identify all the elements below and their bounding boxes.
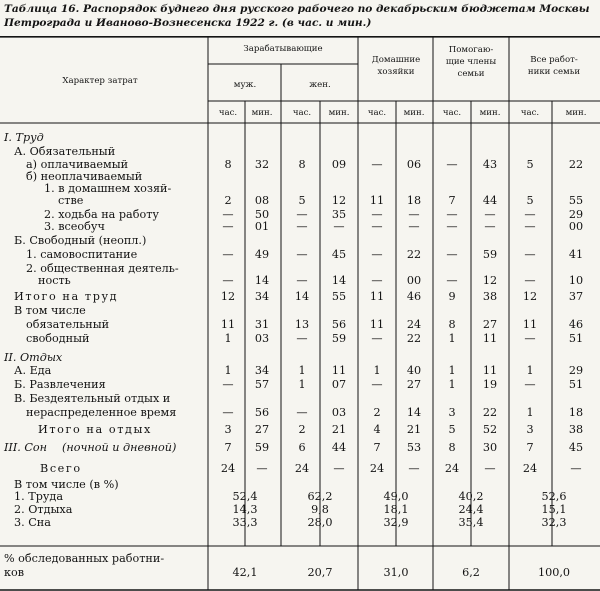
table-row xyxy=(38,423,583,436)
table-cell: 11 xyxy=(369,194,385,207)
table-cell: 14 xyxy=(254,274,270,287)
row-label: А. Еда xyxy=(14,364,52,377)
row-label: 1. самовоспитание xyxy=(26,248,138,261)
row-label: III. Сон xyxy=(4,441,48,454)
footer-label: % обследованных работни- xyxy=(4,552,165,565)
table-cell: 29 xyxy=(568,208,584,221)
table-row xyxy=(14,503,566,516)
table-row xyxy=(40,462,582,475)
table-cell: 44 xyxy=(331,441,347,454)
budget-table xyxy=(0,36,600,591)
percent-cell: 15,1 xyxy=(541,503,567,516)
table-row xyxy=(14,145,115,158)
table-cell: 1 xyxy=(298,378,306,391)
table-row xyxy=(58,194,583,207)
table-cell: 8 xyxy=(298,158,306,171)
table-row xyxy=(26,318,583,331)
table-cell: 29 xyxy=(568,364,584,377)
table-row xyxy=(26,248,583,261)
table-cell: 6 xyxy=(298,441,306,454)
table-cell: 34 xyxy=(254,290,270,303)
table-cell: 14 xyxy=(406,406,422,419)
table-cell: 2 xyxy=(224,194,232,207)
hour-unit-label: час. xyxy=(367,108,387,118)
table-cell: — xyxy=(446,274,458,287)
row-label: свободный xyxy=(26,332,90,345)
table-cell: 06 xyxy=(406,158,422,171)
table-cell: — xyxy=(524,248,536,261)
footer-percent-cell: 20,7 xyxy=(307,566,333,579)
row-label: Б. Свободный (неопл.) xyxy=(14,234,147,247)
table-cell: — xyxy=(484,462,496,475)
housewives-header: хозяйки xyxy=(377,67,415,77)
table-cell: 1 xyxy=(298,364,306,377)
table-row xyxy=(14,490,566,503)
table-cell: 38 xyxy=(482,290,498,303)
table-cell: 18 xyxy=(568,406,584,419)
row-label: II. Отдых xyxy=(4,351,63,364)
table-cell: 14 xyxy=(294,290,310,303)
table-cell: 11 xyxy=(369,290,385,303)
table-cell: 11 xyxy=(331,364,347,377)
table-cell: 13 xyxy=(294,318,310,331)
table-cell: 24 xyxy=(369,462,385,475)
table-cell: 12 xyxy=(331,194,347,207)
table-cell: 37 xyxy=(568,290,584,303)
table-row xyxy=(3,351,63,364)
row-label: 1. Труда xyxy=(14,490,63,503)
row-label-header: Характер затрат xyxy=(62,76,138,86)
table-cell: — xyxy=(371,274,383,287)
table-cell: — xyxy=(371,220,383,233)
row-label: обязательный xyxy=(26,318,110,331)
table-cell: 22 xyxy=(406,332,422,345)
table-cell: — xyxy=(484,208,496,221)
row-label: нераспределенное время xyxy=(26,406,177,419)
table-cell: 11 xyxy=(482,364,498,377)
row-label: I. Труд xyxy=(4,131,44,144)
minute-unit-label: мин. xyxy=(403,108,425,118)
table-cell: 55 xyxy=(331,290,347,303)
row-label: б) неоплачиваемый xyxy=(26,170,143,183)
table-cell: 3 xyxy=(526,423,534,436)
percent-cell: 14,3 xyxy=(232,503,258,516)
table-cell: 46 xyxy=(406,290,422,303)
table-cell: — xyxy=(408,462,420,475)
table-cell: 46 xyxy=(568,318,584,331)
table-cell: 18 xyxy=(406,194,422,207)
table-cell: 31 xyxy=(254,318,270,331)
table-cell: 5 xyxy=(298,194,306,207)
row-label: 3. всеобуч xyxy=(44,220,105,233)
table-cell: — xyxy=(371,158,383,171)
minute-unit-label: мин. xyxy=(251,108,273,118)
table-cell: 5 xyxy=(526,158,534,171)
percent-cell: 32,9 xyxy=(383,516,409,529)
table-cell: 24 xyxy=(220,462,236,475)
table-cell: 1 xyxy=(448,378,456,391)
table-cell: — xyxy=(524,220,536,233)
table-cell: — xyxy=(446,220,458,233)
percent-cell: 33,3 xyxy=(232,516,258,529)
row-label: 2. общественная деятель- xyxy=(26,262,179,275)
table-cell: 03 xyxy=(254,332,270,345)
table-cell: 2 xyxy=(298,423,306,436)
table-cell: 21 xyxy=(406,423,422,436)
percent-cell: 49,0 xyxy=(383,490,409,503)
table-cell: — xyxy=(296,332,308,345)
table-cell: 7 xyxy=(526,441,534,454)
percent-cell: 9,8 xyxy=(311,503,329,516)
table-cell: 00 xyxy=(406,274,422,287)
table-cell: — xyxy=(446,158,458,171)
table-cell: 24 xyxy=(522,462,538,475)
table-cell: 4 xyxy=(373,423,381,436)
table-cell: 3 xyxy=(224,423,232,436)
table-cell: 41 xyxy=(568,248,584,261)
hour-unit-label: час. xyxy=(218,108,238,118)
table-cell: 1 xyxy=(448,332,456,345)
table-cell: 3 xyxy=(448,406,456,419)
percent-cell: 28,0 xyxy=(307,516,333,529)
table-row xyxy=(14,304,86,317)
minute-unit-label: мин. xyxy=(565,108,587,118)
table-cell: 8 xyxy=(224,158,232,171)
table-cell: 27 xyxy=(406,378,422,391)
footer-percent-cell: 42,1 xyxy=(232,566,258,579)
table-cell: 9 xyxy=(448,290,456,303)
table-cell: — xyxy=(371,248,383,261)
table-cell: — xyxy=(524,378,536,391)
table-cell: 07 xyxy=(331,378,347,391)
row-label: Б. Развлечения xyxy=(14,378,106,391)
table-cell: 32 xyxy=(254,158,270,171)
table-caption xyxy=(4,2,596,30)
table-cell: — xyxy=(524,208,536,221)
table-row xyxy=(14,378,583,391)
table-cell: 34 xyxy=(254,364,270,377)
table-cell: 57 xyxy=(254,378,270,391)
housewives-header: Домашние xyxy=(371,55,421,65)
row-label: а) оплачиваемый xyxy=(26,158,129,171)
table-cell: — xyxy=(333,462,345,475)
table-cell: 1 xyxy=(526,406,534,419)
table-cell: 51 xyxy=(568,332,584,345)
table-number: Таблица 16. xyxy=(4,3,80,15)
table-row xyxy=(38,274,583,287)
table-cell: 14 xyxy=(331,274,347,287)
helpers-header: щие члены xyxy=(445,57,497,67)
women-header: жен. xyxy=(309,80,331,90)
row-label: В том числе (в %) xyxy=(14,478,119,491)
table-cell: 12 xyxy=(522,290,538,303)
table-cell: — xyxy=(446,208,458,221)
table-cell: — xyxy=(222,208,234,221)
table-cell: 45 xyxy=(568,441,584,454)
row-label: ность xyxy=(38,274,71,287)
table-cell: — xyxy=(222,220,234,233)
table-cell: 51 xyxy=(568,378,584,391)
table-cell: — xyxy=(222,406,234,419)
table-cell: — xyxy=(524,332,536,345)
table-rules xyxy=(0,36,600,590)
table-cell: 50 xyxy=(254,208,270,221)
table-cell: 56 xyxy=(331,318,347,331)
row-label: В том числе xyxy=(14,304,86,317)
percent-cell: 35,4 xyxy=(458,516,484,529)
table-cell: 27 xyxy=(482,318,498,331)
table-cell: — xyxy=(524,274,536,287)
table-cell: 7 xyxy=(448,194,456,207)
table-cell: 10 xyxy=(568,274,584,287)
row-label: В. Бездеятельный отдых и xyxy=(14,392,171,405)
table-title: Распорядок буднего дня русского рабочего по декабрьским бюджетам Москвы Петрограда и Иваново-Вознесенска 1922 г. (в час. и мин.) xyxy=(4,3,590,29)
minute-unit-label: мин. xyxy=(328,108,350,118)
table-cell: — xyxy=(222,378,234,391)
minute-unit-label: мин. xyxy=(479,108,501,118)
table-cell: — xyxy=(408,220,420,233)
table-row xyxy=(14,516,566,529)
table-cell: 7 xyxy=(373,441,381,454)
row-note: (ночной и дневной) xyxy=(62,441,177,454)
table-cell: 09 xyxy=(331,158,347,171)
table-cell: 22 xyxy=(482,406,498,419)
all-workers-header: Все работ- xyxy=(530,55,578,65)
table-cell: 56 xyxy=(254,406,270,419)
table-cell: 45 xyxy=(331,248,347,261)
percent-cell: 24,4 xyxy=(458,503,484,516)
table-cell: 59 xyxy=(482,248,498,261)
table-cell: 1 xyxy=(224,364,232,377)
percent-cell: 40,2 xyxy=(458,490,484,503)
table-row xyxy=(14,290,583,303)
table-cell: — xyxy=(408,208,420,221)
table-row xyxy=(14,392,170,405)
all-workers-header: ники семьи xyxy=(527,67,581,77)
table-cell: 38 xyxy=(568,423,584,436)
table-cell: 8 xyxy=(448,318,456,331)
table-cell: 19 xyxy=(482,378,498,391)
hour-unit-label: час. xyxy=(520,108,540,118)
helpers-header: Помогаю- xyxy=(448,45,494,55)
table-cell: 43 xyxy=(482,158,498,171)
table-cell: 59 xyxy=(331,332,347,345)
table-cell: 44 xyxy=(482,194,498,207)
percent-cell: 52,4 xyxy=(232,490,258,503)
table-cell: — xyxy=(296,274,308,287)
table-cell: 49 xyxy=(254,248,270,261)
row-label: 2. Отдыха xyxy=(14,503,73,516)
table-cell: 03 xyxy=(331,406,347,419)
table-cell: 24 xyxy=(406,318,422,331)
table-cell: 24 xyxy=(294,462,310,475)
table-cell: 27 xyxy=(254,423,270,436)
table-cell: — xyxy=(371,332,383,345)
helpers-header: семьи xyxy=(457,69,485,79)
table-cell: 1 xyxy=(526,364,534,377)
footer-percent-cell: 31,0 xyxy=(383,566,409,579)
row-label: 1. в домашнем хозяй- xyxy=(44,182,172,195)
table-cell: 8 xyxy=(448,441,456,454)
table-cell: 7 xyxy=(224,441,232,454)
table-cell: — xyxy=(222,274,234,287)
table-cell: — xyxy=(371,378,383,391)
table-cell: 11 xyxy=(369,318,385,331)
row-label: Итого на отдых xyxy=(38,423,152,436)
table-cell: 5 xyxy=(448,423,456,436)
table-cell: 01 xyxy=(254,220,270,233)
row-label: стве xyxy=(58,194,84,207)
table-cell: 53 xyxy=(406,441,422,454)
table-cell: 00 xyxy=(568,220,584,233)
table-cell: 22 xyxy=(568,158,584,171)
table-cell: 12 xyxy=(220,290,236,303)
table-cell: 35 xyxy=(331,208,347,221)
table-cell: — xyxy=(296,220,308,233)
row-label: А. Обязательный xyxy=(14,145,116,158)
percent-cell: 18,1 xyxy=(383,503,409,516)
table-cell: 11 xyxy=(220,318,236,331)
footer-label: ков xyxy=(4,566,25,579)
table-cell: — xyxy=(371,208,383,221)
hour-unit-label: час. xyxy=(292,108,312,118)
table-row xyxy=(44,220,583,233)
earning-header: Зарабатывающие xyxy=(243,44,323,54)
table-cell: 52 xyxy=(482,423,498,436)
table-cell: 1 xyxy=(373,364,381,377)
table-cell: 40 xyxy=(406,364,422,377)
table-cell: 21 xyxy=(331,423,347,436)
table-cell: 1 xyxy=(224,332,232,345)
table-cell: 1 xyxy=(448,364,456,377)
table-cell: 08 xyxy=(254,194,270,207)
table-cell: 5 xyxy=(526,194,534,207)
percent-cell: 32,3 xyxy=(541,516,567,529)
hour-unit-label: час. xyxy=(442,108,462,118)
table-cell: — xyxy=(296,208,308,221)
table-row xyxy=(26,406,583,419)
table-cell: — xyxy=(296,406,308,419)
table-cell: — xyxy=(296,248,308,261)
table-row xyxy=(3,131,44,144)
table-row xyxy=(14,234,146,247)
row-label: 3. Сна xyxy=(14,516,51,529)
table-row xyxy=(44,208,583,221)
footer-percent-cell: 100,0 xyxy=(537,566,571,579)
percent-cell: 52,6 xyxy=(541,490,567,503)
table-cell: 24 xyxy=(444,462,460,475)
footer-percent-cell: 6,2 xyxy=(462,566,480,579)
row-label: Всего xyxy=(40,462,82,475)
row-label: Итого на труд xyxy=(14,290,119,303)
percent-cell: 62,2 xyxy=(307,490,333,503)
table-cell: 55 xyxy=(568,194,584,207)
table-cell: 59 xyxy=(254,441,270,454)
table-cell: 11 xyxy=(522,318,538,331)
table-row xyxy=(14,364,583,377)
table-cell: 22 xyxy=(406,248,422,261)
table-row xyxy=(26,332,583,345)
row-label: 2. ходьба на работу xyxy=(44,208,159,221)
table-cell: — xyxy=(222,248,234,261)
table-cell: 11 xyxy=(482,332,498,345)
table-cell: — xyxy=(333,220,345,233)
table-cell: 2 xyxy=(373,406,381,419)
men-header: муж. xyxy=(233,80,257,90)
table-cell: — xyxy=(570,462,582,475)
table-cell: 30 xyxy=(482,441,498,454)
table-cell: — xyxy=(256,462,268,475)
table-cell: — xyxy=(484,220,496,233)
table-cell: — xyxy=(446,248,458,261)
table-cell: 12 xyxy=(482,274,498,287)
table-row xyxy=(3,441,583,454)
